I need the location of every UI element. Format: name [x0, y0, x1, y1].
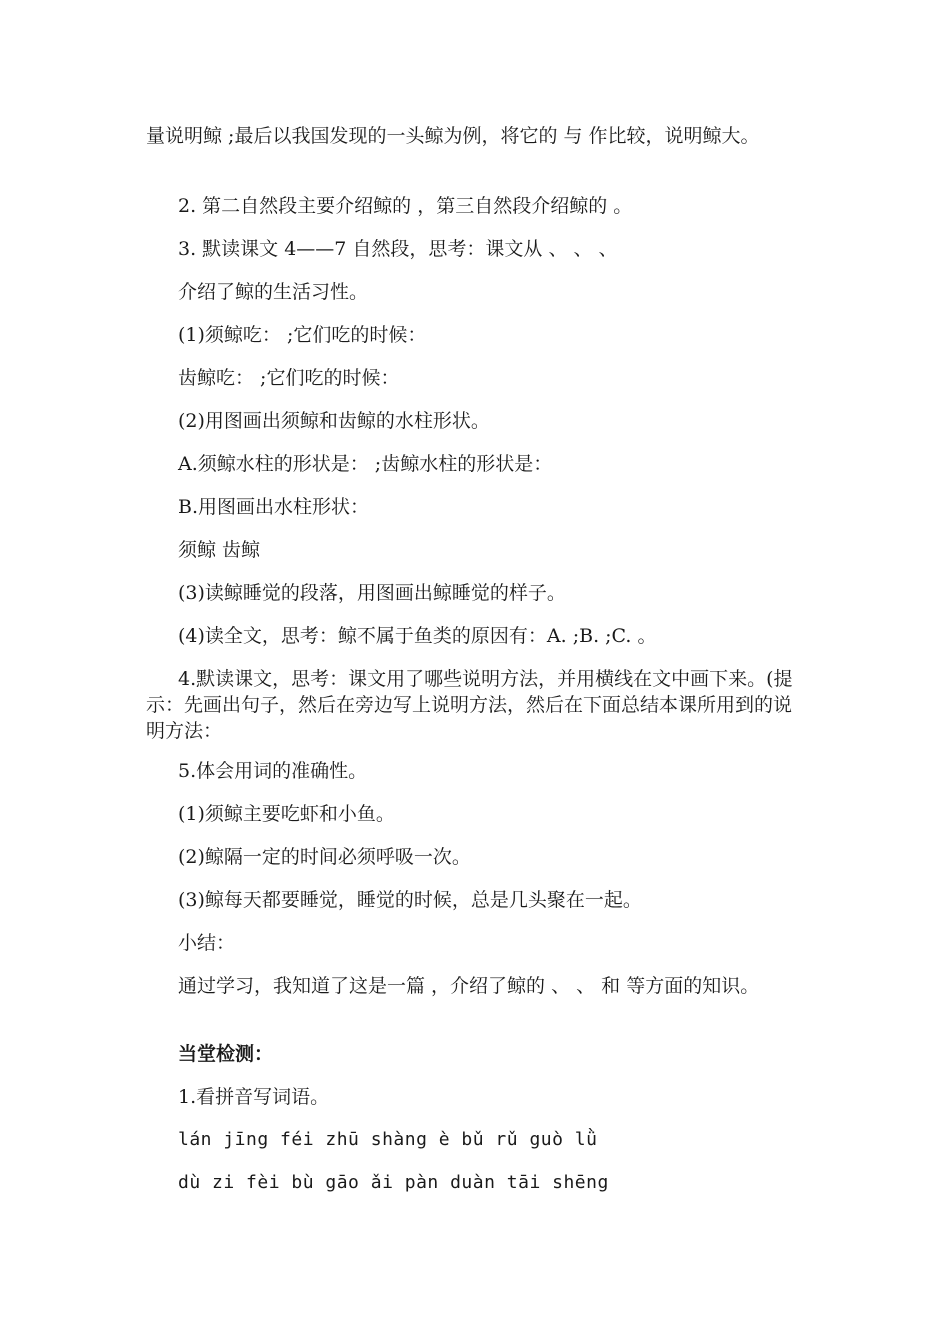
question-5-item-1: (1)须鲸主要吃虾和小鱼。	[178, 803, 395, 825]
summary-text: 通过学习，我知道了这是一篇 ，介绍了鲸的 、 、 和 等方面的知识。	[178, 975, 760, 997]
paragraph-continuation: 量说明鲸 ;最后以我国发现的一头鲸为例，将它的 与 作比较，说明鲸大。	[146, 125, 760, 147]
question-3-item-2b: B.用图画出水柱形状：	[178, 496, 370, 518]
question-4: 4.默读课文，思考：课文用了哪些说明方法，并用横线在文中画下来。(提示：先画出句子，然后在旁边写上说明方法，然后在下面总结本课所用到的说明方法：	[146, 668, 793, 742]
summary-label: 小结：	[178, 932, 236, 954]
section-heading: 当堂检测：	[178, 1043, 274, 1065]
question-3: 3. 默读课文 4——7 自然段，思考：课文从 、 、 、	[178, 238, 618, 260]
question-3-item-2a: A.须鲸水柱的形状是： ;齿鲸水柱的形状是：	[178, 453, 553, 475]
pinyin-row-1: lán jīng féi zhū shàng è bǔ rǔ guò lǜ	[178, 1129, 598, 1150]
question-3-item-1b: 齿鲸吃： ;它们吃的时候：	[178, 367, 400, 389]
question-5: 5.体会用词的准确性。	[178, 760, 368, 782]
question-3-item-3: (3)读鲸睡觉的段落，用图画出鲸睡觉的样子。	[178, 582, 566, 604]
question-5-item-3: (3)鲸每天都要睡觉，睡觉的时候，总是几头聚在一起。	[178, 889, 642, 911]
question-3-item-1: (1)须鲸吃： ;它们吃的时候：	[178, 324, 427, 346]
question-3-item-4: (4)读全文，思考：鲸不属于鱼类的原因有：A. ;B. ;C. 。	[178, 625, 657, 647]
question-3-continuation: 介绍了鲸的生活习性。	[178, 281, 369, 303]
pinyin-row-2: dù zi fèi bù gāo ǎi pàn duàn tāi shēng	[178, 1172, 609, 1193]
question-2: 2. 第二自然段主要介绍鲸的 ，第三自然段介绍鲸的 。	[178, 195, 633, 217]
exercise-1-title: 1.看拼音写词语。	[178, 1086, 330, 1108]
question-5-item-2: (2)鲸隔一定的时间必须呼吸一次。	[178, 846, 471, 868]
question-3-item-2: (2)用图画出须鲸和齿鲸的水柱形状。	[178, 410, 490, 432]
whale-type-labels: 须鲸 齿鲸	[178, 539, 261, 561]
